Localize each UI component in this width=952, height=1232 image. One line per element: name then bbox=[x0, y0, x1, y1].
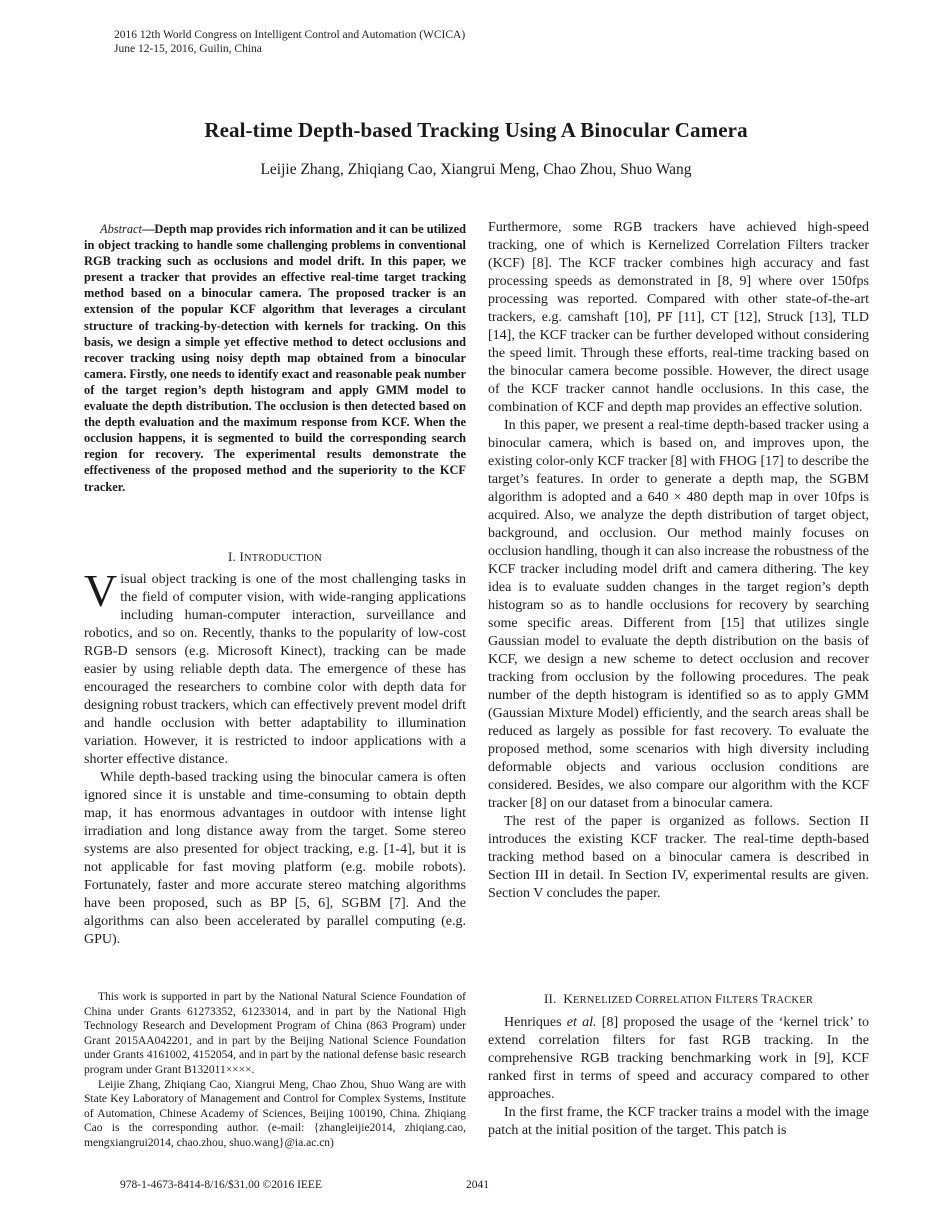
heading-ernelized: ERNELIZED bbox=[572, 995, 636, 1006]
footnote-affiliation: Leijie Zhang, Zhiqiang Cao, Xiangrui Meng, Chao Zhou, Shuo Wang are with State Key Laboratory of Management and Control for Complex Systems, Institute of Automation, Chinese Academy of Sciences, Beijing 100190, China. Zhiqiang Cao is the corresponding author. (e-mail: {zhangleijie2014, zhiqiang.cao, mengxiangrui2014, chao.zhou, shuo.wang}@ia.ac.cn) bbox=[84, 1078, 466, 1149]
intro-paragraph-1: isual object tracking is one of the most challenging tasks in the field of computer vision, with wide-ranging applications including human-computer interaction, surveillance and robotics, and so on. Recently, thanks to the popularity of low-cost RGB-D sensors (e.g. Microsoft Kinect), tracking can be made easier by using reliable depth data. The emergence of these has encouraged the researchers to combine color with depth data for designing robust trackers, which can effectively prevent model drift and handle occlusion with better adaptability to illumination variation. However, it is restricted to indoor applications with a shorter effective distance. bbox=[84, 572, 466, 767]
abstract-text: Depth map provides rich information and it can be utilized in object tracking to handle some challenging problems in conventional RGB tracking such as occlusions and model drift. In this paper, we present a tracker that provides an effective real-time target tracking method based on a binocular camera. The proposed tracker is an extension of the popular KCF algorithm that leverages a circulant structure of tracking-by-detection with kernels for tracking. On this basis, we design a simple yet effective method to detect occlusions and recover tracking using noisy depth map obtained from a binocular camera. Firstly, one needs to identify exact and reasonable peak number of the target region’s depth histogram and apply GMM model to evaluate the depth distribution. The occlusion is then detected based on the depth evaluation and the maximum response from KCF. When the occlusion happens, it is segmented to build the corresponding search region for recovery. The experimental results demonstrate the effectiveness of the proposed method and the superiority to the KCF tracker. bbox=[84, 222, 466, 494]
section-number: I. bbox=[228, 549, 236, 564]
intro-paragraph-5: The rest of the paper is organized as follows. Section II introduces the existing KCF tracker. The real-time depth-based tracking method based on a binocular camera is described in Section III in detail. In Section IV, experimental results are given. Section V concludes the paper. bbox=[488, 814, 869, 901]
section-number: II. bbox=[543, 991, 557, 1006]
heading-t: T bbox=[761, 991, 770, 1006]
introduction-left-text bbox=[84, 565, 466, 949]
kcf-p1-pre: Henriques bbox=[504, 1015, 567, 1030]
heading-c: C bbox=[635, 991, 645, 1006]
heading-ilters: ILTERS bbox=[722, 995, 762, 1006]
conference-date: June 12-15, 2016, Guilin, China bbox=[114, 43, 262, 55]
section-title-rest: NTRODUCTION bbox=[243, 553, 322, 564]
footnote-funding: This work is supported in part by the National Natural Science Foundation of China under Grants 61273352, 61233014, and in part by the National High Technology Research and Development Program of China (863 Program) under Grant 2015AA042201, and in part by the Beijing National Science Foundation under Grants 4161002, 4152054, and in part by the national defense basic research program under Grant B132011××××. bbox=[84, 991, 466, 1076]
drop-cap: V bbox=[84, 565, 118, 616]
section-title-initial: I bbox=[239, 549, 244, 564]
kcf-p1-post: [8] proposed the usage of the ‘kernel trick’ to extend correlation filters for fast RGB tracking. In the comprehensive RGB tracking benchmarking work in [9], KCF ranked first in terms of speed and accuracy compared to other approaches. bbox=[488, 1015, 869, 1102]
abstract-label: Abstract bbox=[100, 222, 142, 236]
abstract-dash: — bbox=[142, 222, 155, 236]
isbn-copyright: 978-1-4673-8414-8/16/$31.00 ©2016 IEEE bbox=[120, 1179, 322, 1191]
intro-paragraph-4: In this paper, we present a real-time depth-based tracker using a binocular camera, which is based on, and improves upon, the existing color-only KCF tracker [8] with FHOG [17] to describe the target’s features. In order to generate a depth map, the SGBM algorithm is adopted and a 640 × 480 depth map in over 10fps is acquired. Also, we analyze the depth distribution of target object, background, and occlusion. Our method mainly focuses on occlusion handling, though it can also increase the robustness of the KCF tracker including model drift and camera dithering. The key idea is to evaluate sudden changes in the target region’s depth histogram so as to handle occlusions for recovery by searching some specific areas. Different from [15] that utilizes single Gaussian model to evaluate the depth distribution on the basis of KCF, we design a new scheme to detect occlusion and recover tracking from occlusion by the following procedures. The peak number of the depth histogram is identified so as to apply GMM (Gaussian Mixture Model) efficiently, and the search areas shall be reduced as largely as possible for fast recovery. To evaluate the proposed method, some scenarios with high diversity including deformable objects and various occlusion conditions are considered. Besides, we also compare our algorithm with the KCF tracker [8] on our dataset from a binocular camera. bbox=[488, 418, 869, 811]
conference-name: 2016 12th World Congress on Intelligent Control and Automation (WCICA) bbox=[114, 29, 466, 41]
heading-k: K bbox=[563, 991, 573, 1006]
heading-orrelation: ORRELATION bbox=[644, 995, 715, 1006]
intro-paragraph-2: While depth-based tracking using the binocular camera is often ignored since it is unstable and time-consuming to obtain depth map, it has enormous advantages in outdoor with intense light irradiation and long distance away from the target. Some stereo systems are also presented for object tracking, e.g. [1-4], but it is not applicable for fast moving platform (e.g. mobile robots). Fortunately, faster and more accurate stereo matching algorithms have been proposed, such as BP [5, 6], SGBM [7]. And the algorithms can also been accelerated by parallel computing (e.g. GPU). bbox=[84, 770, 466, 947]
introduction-right-text bbox=[488, 219, 869, 903]
intro-paragraph-3: Furthermore, some RGB trackers have achieved high-speed tracking, one of which is Kernelized Correlation Filters tracker (KCF) [8]. The KCF tracker combines high accuracy and fast processing speeds as demonstrated in [8, 9] where over 150fps processing was reported. Compared with other state-of-the-art trackers, e.g. camshaft [10], PF [11], CT [12], Struck [13], TLD [14], the KCF tracker can be further developed without considering the speed limit. Through these efforts, real-time tracking based on the binocular camera become possible. However, the direct usage of the KCF tracker cannot handle occlusions. In this case, the combination of KCF and depth map provides an effective solution. bbox=[488, 220, 869, 415]
kcf-paragraph-1 bbox=[488, 1014, 869, 1104]
footnote bbox=[84, 990, 466, 1151]
section-heading-kcf bbox=[488, 991, 869, 1007]
paper-title: Real-time Depth-based Tracking Using A Binocular Camera bbox=[204, 118, 748, 142]
section-heading-introduction bbox=[84, 549, 466, 565]
intro-paragraph bbox=[84, 565, 466, 769]
heading-f: F bbox=[714, 991, 723, 1006]
heading-racker: RACKER bbox=[769, 995, 814, 1006]
page-number: 2041 bbox=[466, 1179, 489, 1191]
abstract bbox=[84, 221, 466, 495]
author-list: Leijie Zhang, Zhiqiang Cao, Xiangrui Meng, Chao Zhou, Shuo Wang bbox=[260, 161, 692, 178]
kcf-paragraph-2: In the first frame, the KCF tracker trains a model with the image patch at the initial position of the target. This patch is bbox=[488, 1105, 869, 1138]
kcf-p1-em: et al. bbox=[566, 1015, 597, 1030]
kcf-section-text bbox=[488, 1014, 869, 1140]
